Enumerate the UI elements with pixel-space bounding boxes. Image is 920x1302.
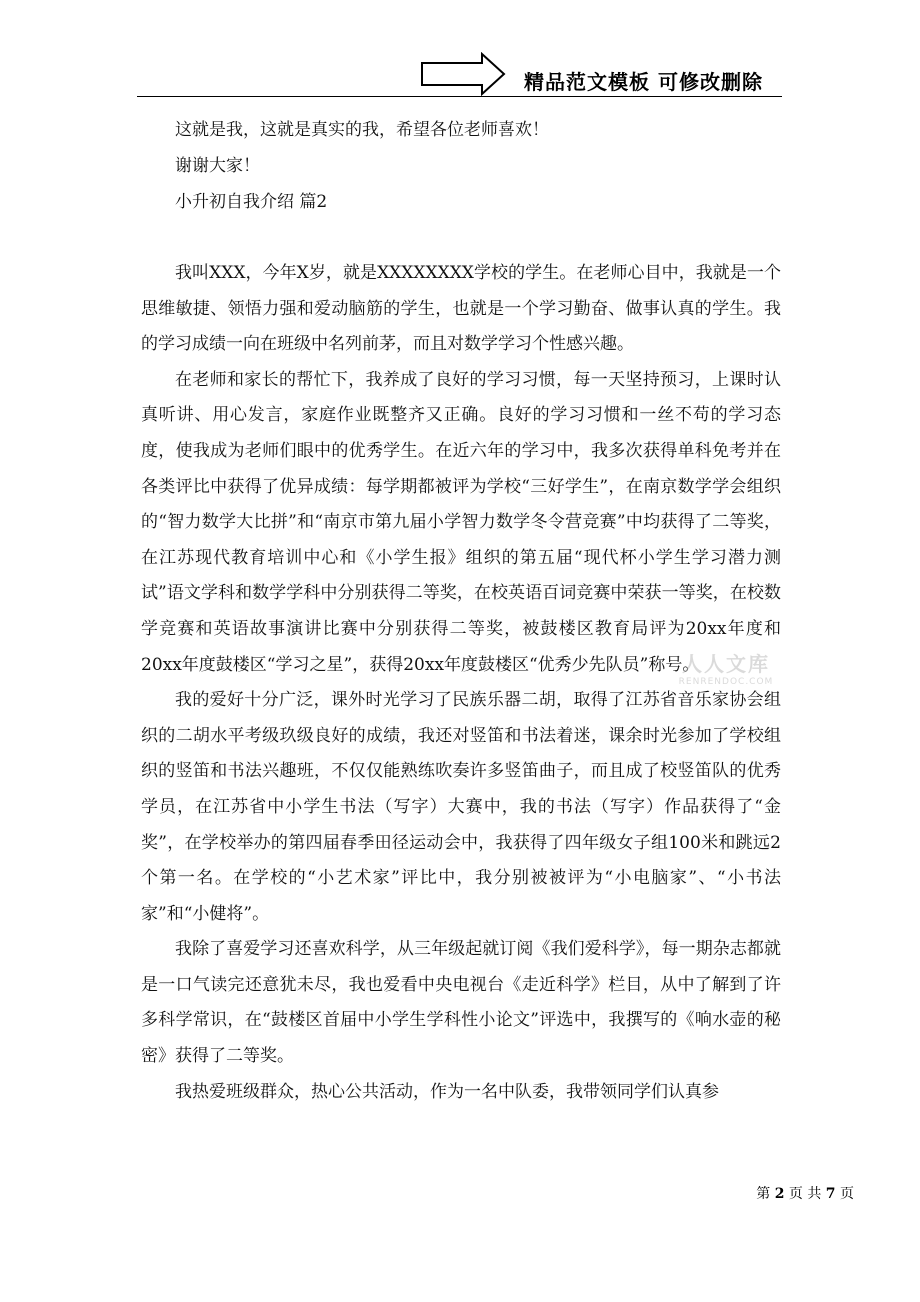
closing-line: 这就是我，这就是真实的我，希望各位老师喜欢！ xyxy=(175,120,549,140)
page-suffix: 页 xyxy=(840,1186,854,1202)
section-heading: 小升初自我介绍 篇2 xyxy=(175,192,328,212)
header-divider xyxy=(137,96,782,97)
page-header xyxy=(0,0,920,100)
watermark-text: 人人文库 xyxy=(682,652,770,676)
header-title: 精品范文模板 可修改删除 xyxy=(524,70,763,94)
page-prefix: 第 xyxy=(756,1186,771,1202)
paragraph-1: 我叫XXX，今年X岁，就是XXXXXXXX学校的学生。在老师心目中，我就是一个思维敏捷、领悟力强和爱动脑筋的学生，也就是一个学习勤奋、做事认真的学生。我的学习成绩一向在班级中名列前茅，而且对数学学习个性感兴趣。 xyxy=(141,263,781,355)
paragraph-5: 我热爱班级群众，热心公共活动，作为一名中队委，我带领同学们认真参 xyxy=(175,1081,719,1102)
document-body xyxy=(141,112,781,1110)
page-number xyxy=(756,1183,854,1203)
arrow-right-icon xyxy=(420,52,506,96)
paragraph-4: 我除了喜爱学习还喜欢科学，从三年级起就订阅《我们爱科学》，每一期杂志都就是一口气读完还意犹未尽，我也爱看中央电视台《走近科学》栏目，从中了解到了许多科学常识，在“鼓楼区首届中小学生学科性小论文”评选中，我撰写的《响水壶的秘密》获得了二等奖。 xyxy=(141,939,781,1067)
paragraph-3: 我的爱好十分广泛，课外时光学习了民族乐器二胡，取得了江苏省音乐家协会组织的二胡水平考级玖级良好的成绩，我还对竖笛和书法着迷，课余时光参加了学校组织的竖笛和书法兴趣班，不仅仅能熟练吹奏许多竖笛曲子，而且成了校竖笛队的优秀学员，在江苏省中小学生书法（写字）大赛中，我的书法（写字）作品获得了“金奖”，在学校举办的第四届春季田径运动会中，我获得了四年级女子组100米和跳远2个第一名。在学校的“小艺术家”评比中，我分别被被评为“小电脑家”、“小书法家”和“小健将”。 xyxy=(141,690,781,924)
blank-line xyxy=(141,220,781,256)
current-page: 2 xyxy=(774,1186,785,1202)
watermark-url: RENRENDOC.COM xyxy=(678,677,774,687)
page-middle: 页 共 xyxy=(788,1186,822,1202)
thanks-line: 谢谢大家！ xyxy=(175,156,260,176)
total-pages: 7 xyxy=(825,1186,836,1202)
paragraph-2: 在老师和家长的帮忙下，我养成了良好的学习习惯，每一天坚持预习，上课时认真听讲、用心发言，家庭作业既整齐又正确。良好的学习习惯和一丝不苟的学习态度，使我成为老师们眼中的优秀学生。在近六年的学习中，我多次获得单科免考并在各类评比中获得了优异成绩：每学期都被评为学校“三好学生”，在南京数学学会组织的“智力数学大比拼”和“南京市第九届小学智力数学冬令营竞赛”中均获得了二等奖，在江苏现代教育培训中心和《小学生报》组织的第五届“现代杯小学生学习潜力测试”语文学科和数学学科中分别获得二等奖，在校英语百词竞赛中荣获一等奖，在校数学竞赛和英语故事演讲比赛中分别获得二等奖，被鼓楼区教育局评为20xx年度和20xx年度鼓楼区“学习之星”，获得20xx年度鼓楼区“优秀少先队员”称号。 xyxy=(141,369,781,675)
